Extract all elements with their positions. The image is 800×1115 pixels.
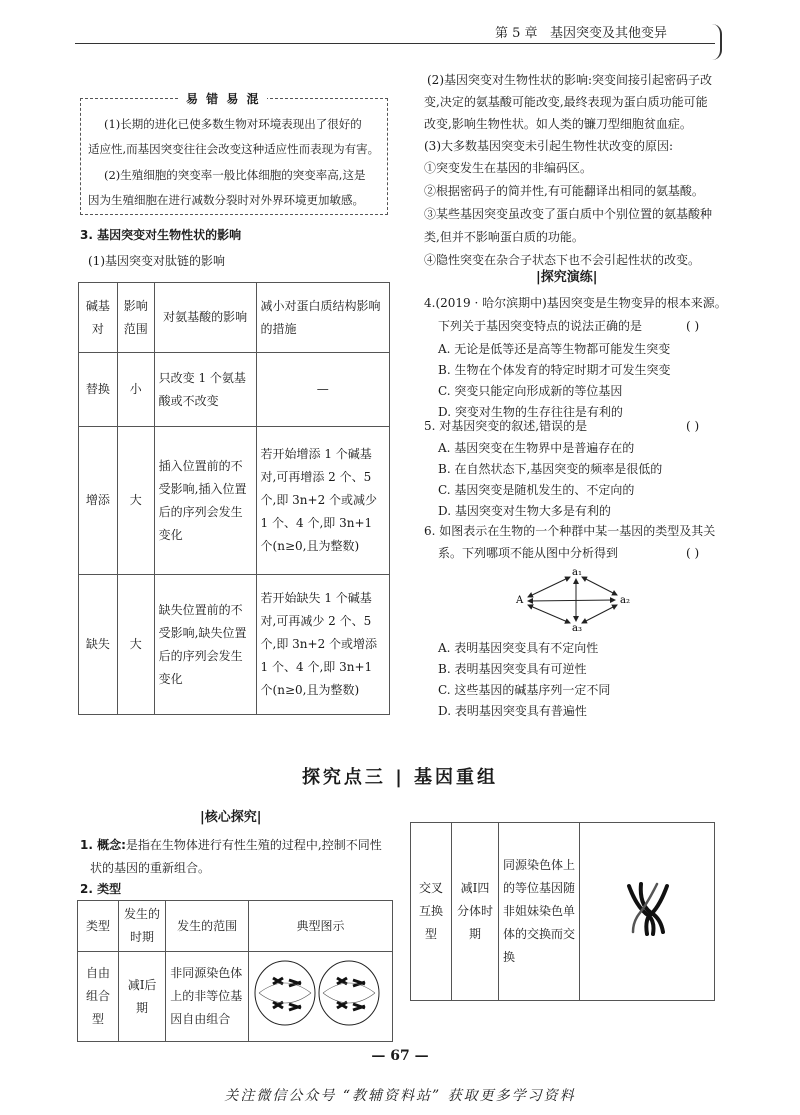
text-line: (2)基因突变对生物性状的影响:突变间接引起密码子改 bbox=[427, 73, 713, 87]
text-line: 变,决定的氨基酸可能改变,最终表现为蛋白质功能可能 bbox=[424, 95, 708, 109]
table-cell: 小 bbox=[117, 353, 154, 427]
table-header: 对氨基酸的影响 bbox=[154, 283, 256, 353]
question-5: 5. 对基因突变的叙述,错误的是 bbox=[424, 419, 588, 433]
table-cell: 减Ⅰ四分体时期 bbox=[452, 823, 499, 1001]
question-6-stem: 系。下列哪项不能从图中分析得到 bbox=[438, 546, 619, 560]
question-4: 4.(2019 · 哈尔滨期中)基因突变是生物变异的根本来源。 bbox=[424, 296, 727, 310]
page-header bbox=[495, 22, 667, 41]
cell-illustration bbox=[580, 823, 715, 1001]
option: C. 基因突变是随机发生的、不定向的 bbox=[438, 483, 635, 497]
table-cell: 插入位置前的不受影响,插入位置后的序列会发生变化 bbox=[154, 427, 256, 575]
table-cell: 交叉互换型 bbox=[411, 823, 452, 1001]
text-line: ③某些基因突变虽改变了蛋白质中个别位置的氨基酸种 bbox=[424, 207, 713, 221]
free-combination-illustration bbox=[253, 958, 381, 1028]
option: A. 基因突变在生物界中是普遍存在的 bbox=[438, 441, 635, 455]
label-a1: a₁ bbox=[572, 567, 582, 578]
concept bbox=[80, 839, 382, 851]
section-title: 探究点三 | 基因重组 bbox=[301, 767, 499, 788]
option: C. 这些基因的碱基序列一定不同 bbox=[438, 683, 611, 697]
table-cell: 缺失位置前的不受影响,缺失位置后的序列会发生变化 bbox=[154, 575, 256, 715]
subsection-heading: (1)基因突变对肽链的影响 bbox=[88, 254, 225, 268]
table-header: 减小对蛋白质结构影响的措施 bbox=[256, 283, 389, 353]
crossover-illustration bbox=[617, 878, 677, 938]
cell-illustration bbox=[249, 952, 393, 1042]
label-a3: a₃ bbox=[572, 623, 582, 634]
table-cell: 大 bbox=[117, 575, 154, 715]
text-line: ②根据密码子的简并性,有可能翻译出相同的氨基酸。 bbox=[424, 184, 704, 198]
table-cell: 减Ⅰ后期 bbox=[118, 952, 165, 1042]
core-title: |核心探究| bbox=[200, 810, 262, 825]
crossover-table bbox=[410, 822, 715, 1001]
table-header: 发生的时期 bbox=[118, 901, 165, 952]
text-line: ①突变发生在基因的非编码区。 bbox=[424, 161, 593, 175]
table-cell: — bbox=[256, 353, 389, 427]
table-cell: 若开始缺失 1 个碱基对,可再减少 2 个、5 个,即 3n+2 个或增添 1 个、4 个,即 3n+1 个(n≥0,且为整数) bbox=[256, 575, 389, 715]
concept-text: 是指在生物体进行有性生殖的过程中,控制不同性 bbox=[125, 838, 382, 852]
yicuo-line: 适应性,而基因突变往往会改变这种适应性而表现为有害。 bbox=[88, 142, 380, 156]
table-cell: 非同源染色体上的非等位基因自由组合 bbox=[166, 952, 249, 1042]
table-row bbox=[78, 952, 393, 1042]
table-row bbox=[79, 353, 390, 427]
concept-label: 1. 概念: bbox=[80, 838, 126, 852]
practice-title: |探究演练| bbox=[536, 270, 598, 285]
table-header: 类型 bbox=[78, 901, 119, 952]
table-header: 影响范围 bbox=[117, 283, 154, 353]
option: C. 突变只能定向形成新的等位基因 bbox=[438, 384, 623, 398]
table-cell: 同源染色体上的等位基因随非姐妹染色单体的交换而交换 bbox=[499, 823, 580, 1001]
table-cell: 自由组合型 bbox=[78, 952, 119, 1042]
type-heading: 2. 类型 bbox=[80, 882, 122, 896]
table-header: 碱基对 bbox=[79, 283, 118, 353]
page-number: — 67 — bbox=[371, 1048, 429, 1064]
recombination-table bbox=[77, 900, 393, 1042]
table-cell: 若开始增添 1 个碱基对,可再增添 2 个、5 个,即 3n+2 个或减少 1 个、4 个,即 3n+1 个(n≥0,且为整数) bbox=[256, 427, 389, 575]
table-header: 典型图示 bbox=[249, 901, 393, 952]
option: D. 突变对生物的生存往往是有利的 bbox=[438, 405, 623, 419]
table-cell: 增添 bbox=[79, 427, 118, 575]
table-header: 发生的范围 bbox=[166, 901, 249, 952]
gene-mutation-diagram bbox=[510, 565, 640, 635]
option: B. 在自然状态下,基因突变的频率是很低的 bbox=[438, 462, 663, 476]
concept-text-2: 状的基因的重新组合。 bbox=[90, 861, 211, 875]
text-line: 改变,影响生物性状。如人类的镰刀型细胞贫血症。 bbox=[424, 117, 692, 131]
answer-paren: ( ) bbox=[686, 419, 700, 433]
mutation-table bbox=[78, 282, 390, 715]
option: A. 无论是低等还是高等生物都可能发生突变 bbox=[438, 342, 671, 356]
option: D. 基因突变对生物大多是有利的 bbox=[438, 504, 611, 518]
label-A: A bbox=[516, 595, 524, 606]
yicuo-title: 易 错 易 混 bbox=[180, 90, 267, 107]
option: D. 表明基因突变具有普遍性 bbox=[438, 704, 587, 718]
table-cell: 替换 bbox=[79, 353, 118, 427]
table-row bbox=[79, 575, 390, 715]
chapter-title: 基因突变及其他变异 bbox=[549, 26, 667, 41]
yicuo-line: (1)长期的进化已使多数生物对环境表现出了很好的 bbox=[104, 117, 362, 131]
chapter-number: 第 5 章 bbox=[495, 26, 538, 41]
option: B. 生物在个体发育的特定时期才可发生突变 bbox=[438, 363, 671, 377]
question-4-stem: 下列关于基因突变特点的说法正确的是 bbox=[438, 319, 643, 333]
text-line: ④隐性突变在杂合子状态下也不会引起性状的改变。 bbox=[424, 253, 701, 267]
table-row bbox=[411, 823, 715, 1001]
table-cell: 大 bbox=[117, 427, 154, 575]
table-cell: 只改变 1 个氨基酸或不改变 bbox=[154, 353, 256, 427]
question-6: 6. 如图表示在生物的一个种群中某一基因的类型及其关 bbox=[424, 524, 716, 538]
table-row bbox=[79, 427, 390, 575]
core-title-text: 核心探究 bbox=[204, 810, 257, 825]
practice-title-text: 探究演练 bbox=[540, 270, 593, 285]
section-heading: 3. 基因突变对生物性状的影响 bbox=[80, 228, 242, 242]
option: B. 表明基因突变具有可逆性 bbox=[438, 662, 587, 676]
text-line: 类,但并不影响蛋白质的功能。 bbox=[424, 230, 584, 244]
option: A. 表明基因突变具有不定向性 bbox=[438, 641, 599, 655]
answer-paren: ( ) bbox=[686, 319, 700, 333]
header-rule bbox=[75, 43, 715, 44]
label-a2: a₂ bbox=[620, 595, 630, 606]
text-line: (3)大多数基因突变未引起生物性状改变的原因: bbox=[424, 139, 674, 153]
answer-paren: ( ) bbox=[686, 546, 700, 560]
footer-note: 关注微信公众号 “教辅资料站” 获取更多学习资料 bbox=[224, 1088, 576, 1104]
yicuo-line: 因为生殖细胞在进行减数分裂时对外界环境更加敏感。 bbox=[88, 193, 364, 207]
table-cell: 缺失 bbox=[79, 575, 118, 715]
yicuo-line: (2)生殖细胞的突变率一般比体细胞的突变率高,这是 bbox=[104, 168, 366, 182]
header-decoration bbox=[712, 24, 722, 60]
